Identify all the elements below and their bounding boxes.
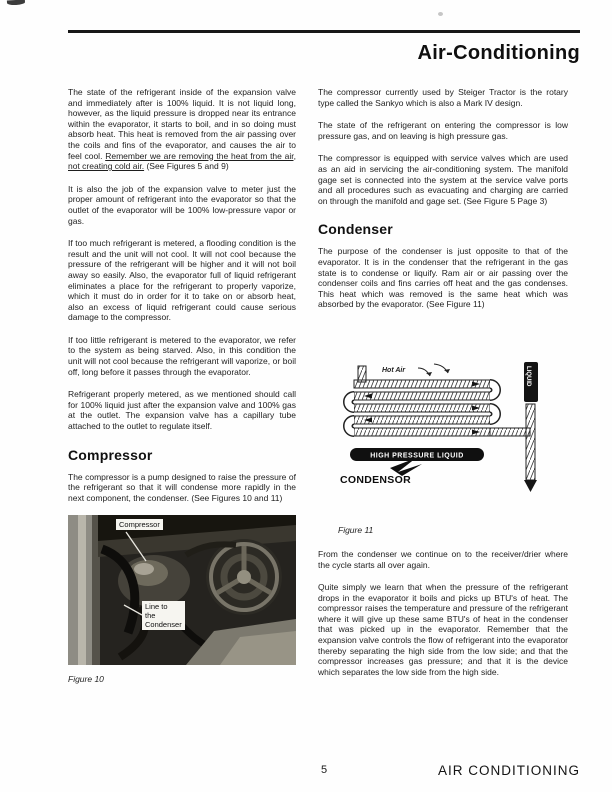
page-title: Air-Conditioning: [417, 42, 580, 64]
figure-11-caption: Figure 11: [338, 524, 374, 535]
paragraph-expansion-valve: [68, 87, 296, 172]
pulley-wheel: [206, 539, 282, 615]
paragraph-receiver-drier: From the condenser we continue on to the receiver/drier where the cycle starts all over again.: [318, 548, 568, 570]
page-header: [68, 30, 580, 65]
paragraph-metering: It is also the job of the expansion valve to meter just the proper amount of refrigerant into the evaporator so that the outlet of the evaporator will be 100% low-pressure vapor or gas.: [68, 183, 296, 226]
condensor-label: CONDENSOR: [340, 473, 411, 486]
engine-compartment-image: [68, 515, 296, 665]
condensor-callout: [340, 458, 422, 486]
hot-air-annotation: [382, 364, 450, 376]
page-number: 5: [320, 764, 328, 776]
page-content: [68, 30, 580, 689]
paragraph-summary: Quite simply we learn that when the pressure of the refrigerant drops in the evaporator it boils and picks up BTU's of heat. The compressor raises the temperature and pressure of the refrigerant where it will give up these same BTU's of heat in the condenser that was picked up in the evaporator. Remember that the expansion valve controls the flow of refrigerant into the evaporator thereby separating the high side from the low side; and that the compressor increases gas pressure; and that it is the device which separates the low side from the high side.: [318, 582, 568, 677]
paragraph-text: The state of the refrigerant inside of the expansion valve and immediately after is 100% liquid. It is not liquid long, however, as the liquid pressure is dropped near its entrance within the evaporator, it starts to boil, and in so doing must absorb heat. This heat is removed from the air passing over the coils and fins of the evaporator, and causes the air to feel cool.: [68, 87, 296, 161]
figure-11-illustration: [338, 360, 568, 505]
paragraph-condenser: The purpose of the condenser is just opposite to that of the evaporator. It is in the condenser that the refrigerant in the gas state is to condense or liquify. Ram air or air passing over the condenser coils and fins carries off heat and the gas condenses. This heat which was removed is the same heat which was absorbed by the evaporator. (See Figure 11): [318, 246, 568, 310]
photo-label-line-1: Line to: [145, 602, 168, 612]
condenser-heading: Condenser: [318, 221, 393, 238]
high-pressure-liquid-label: HIGH PRESSURE LIQUID: [370, 452, 464, 460]
paragraph-sankyo: The compressor currently used by Steiger Tractor is the rotary type called the Sankyo which is also a Mark IV design.: [318, 87, 568, 108]
paragraph-flooding: If too much refrigerant is metered, a flooding condition is the result and the unit will not cool. It will not cool because the pressure of the refrigerant will be higher and it will not boil away so easily. Also, the evaporator full of liquid refrigerant eliminates a place for the refrigerant to properly vaporize, which it must do in order for it to take on or absorb heat, also an excess of liquid refrigerant could cause serious damage to the compressor.: [68, 238, 296, 323]
photo-label-line-to-condenser: [142, 601, 185, 630]
hot-air-label: Hot Air: [382, 366, 406, 374]
two-column-layout: [68, 87, 580, 689]
paragraph-refrigerant-state: The state of the refrigerant on entering the compressor is low pressure gas, and on leaving is high pressure gas.: [318, 120, 568, 141]
photo-label-compressor: Compressor: [116, 519, 163, 530]
title-rule: [68, 30, 580, 33]
condenser-diagram: [338, 360, 568, 500]
page-footer: [68, 764, 580, 780]
paragraph-compressor: The compressor is a pump designed to raise the pressure of the refrigerant so that it will condense more rapidly in the next component, the condenser. (See Figures 10 and 11): [68, 471, 296, 503]
high-pressure-banner: [350, 448, 484, 461]
figure-10-photo: [68, 515, 296, 665]
paragraph-properly-metered: Refrigerant properly metered, as we mentioned should call for 100% liquid just after the expansion valve and 100% gas at the outlet. The expansion valve has a capillary tube attached to the outlet to regulate itself.: [68, 389, 296, 432]
right-column: [318, 87, 568, 689]
receiver-tank: [524, 362, 538, 402]
photo-label-line-2: the: [145, 611, 156, 621]
paragraph-text: (See Figures 5 and 9): [144, 161, 229, 172]
underlined-text: Remember we are removing the heat from the air, not creating cold air.: [68, 150, 296, 172]
footer-section-title: AIR CONDITIONING: [437, 763, 580, 778]
paragraph-service-valves: The compressor is equipped with service valves which are used as an aid in servicing the air-conditioning system. The manifold gage set is connected into the system at the service valve ports and all procedures such as evacuating and charging are carried on through the manifold and gage set. (See Figure 5 Page 3): [318, 153, 568, 206]
scan-speck: [438, 12, 443, 16]
liquid-label: LIQUID: [525, 365, 531, 387]
figure-10-caption: Figure 10: [68, 674, 104, 685]
paragraph-starved: If too little refrigerant is metered to the evaporator, we refer to the system as being starved. Also, in this condition the unit will not cool because the refrigerant will vaporize, or boil off, long before it passes through the evaporator.: [68, 334, 296, 377]
scan-corner-artifact: [7, 0, 25, 5]
compressor-heading: Compressor: [68, 446, 153, 463]
photo-label-line-3: Condenser: [145, 620, 182, 630]
left-column: [68, 87, 296, 689]
